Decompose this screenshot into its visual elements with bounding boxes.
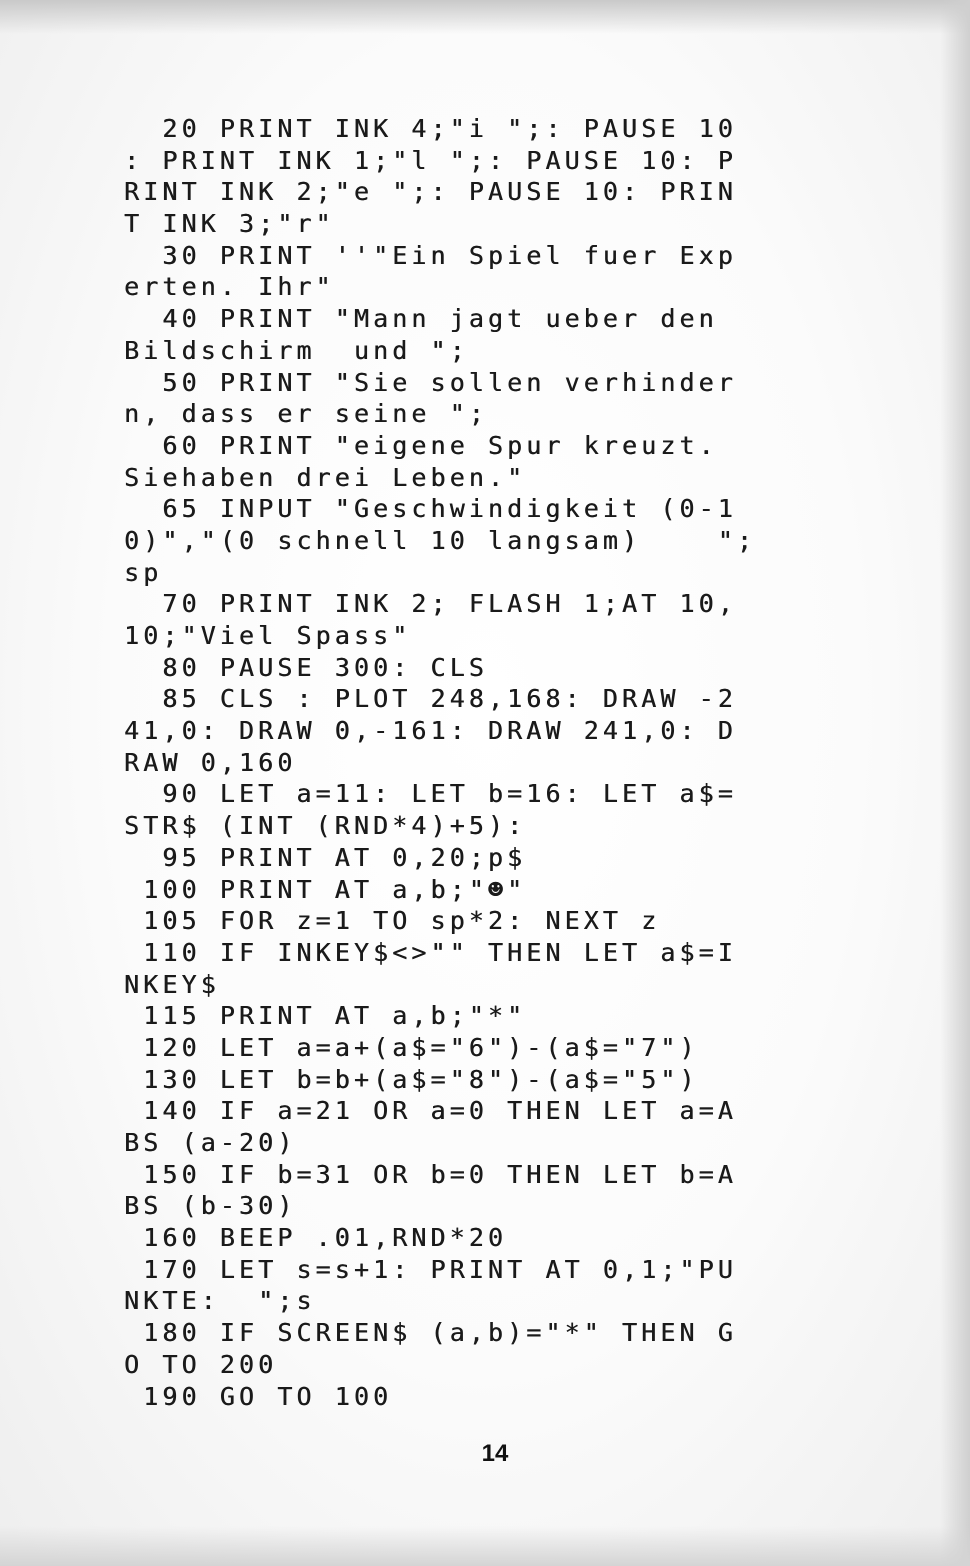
listing-line: T INK 3;"r" <box>124 209 335 239</box>
listing-line: 115 PRINT AT a,b;"*" <box>124 1001 527 1031</box>
listing-line: 90 LET a=11: LET b=16: LET a$= <box>124 779 737 809</box>
scan-shadow-bottom <box>0 1526 970 1566</box>
listing-line: RAW 0,160 <box>124 747 297 777</box>
listing-line: Siehaben drei Leben." <box>124 462 527 492</box>
listing-line: 190 GO TO 100 <box>124 1381 393 1411</box>
listing-line: BS (b-30) <box>124 1191 297 1221</box>
listing-line: erten. Ihr" <box>124 272 335 302</box>
listing-line: 40 PRINT "Mann jagt ueber den <box>124 304 718 334</box>
listing-line: BS (a-20) <box>124 1128 297 1157</box>
scan-shadow-top <box>0 0 970 34</box>
listing-line: STR$ (INT (RND*4)+5): <box>124 811 527 841</box>
listing-line: 180 IF SCREEN$ (a,b)="*" THEN G <box>124 1318 737 1348</box>
listing-line: 60 PRINT "eigene Spur kreuzt. <box>124 430 718 460</box>
listing-line: 170 LET s=s+1: PRINT AT 0,1;"PU <box>124 1254 737 1284</box>
basic-program-listing <box>124 113 764 1412</box>
listing-line: 105 FOR z=1 TO sp*2: NEXT z <box>124 906 661 936</box>
page-number: 14 <box>481 1440 509 1467</box>
scan-shadow-right <box>940 0 970 1566</box>
listing-line: 70 PRINT INK 2; FLASH 1;AT 10, <box>124 589 737 619</box>
listing-line: 41,0: DRAW 0,-161: DRAW 241,0: D <box>124 716 737 746</box>
listing-line: 110 IF INKEY$<>"" THEN LET a$=I <box>124 937 737 967</box>
listing-line: 120 LET a=a+(a$="6")-(a$="7") <box>124 1032 699 1062</box>
listing-line: NKTE: ";s <box>124 1286 316 1316</box>
listing-line: 20 PRINT INK 4;"i ";: PAUSE 10 <box>124 114 737 143</box>
listing-line: 80 PAUSE 300: CLS <box>124 652 488 682</box>
listing-line: 85 CLS : PLOT 248,168: DRAW -2 <box>124 684 737 714</box>
listing-line: 10;"Viel Spass" <box>124 621 412 650</box>
listing-line: 95 PRINT AT 0,20;p$ <box>124 842 527 872</box>
listing-line: 130 LET b=b+(a$="8")-(a$="5") <box>124 1064 699 1094</box>
listing-line: sp <box>124 557 163 587</box>
listing-line: O TO 200 <box>124 1349 278 1379</box>
listing-line: 140 IF a=21 OR a=0 THEN LET a=A <box>124 1096 737 1126</box>
listing-line: 100 PRINT AT a,b;"☻" <box>124 874 527 904</box>
listing-line: 30 PRINT ''"Ein Spiel fuer Exp <box>124 240 737 270</box>
listing-line: RINT INK 2;"e ";: PAUSE 10: PRIN <box>124 177 737 207</box>
listing-line: NKEY$ <box>124 969 220 999</box>
listing-line: : PRINT INK 1;"l ";: PAUSE 10: P <box>124 145 737 175</box>
listing-line: 150 IF b=31 OR b=0 THEN LET b=A <box>124 1159 737 1189</box>
listing-line: 65 INPUT "Geschwindigkeit (0-1 <box>124 494 737 524</box>
listing-line: 50 PRINT "Sie sollen verhinder <box>124 367 737 397</box>
listing-line: 160 BEEP .01,RND*20 <box>124 1223 508 1253</box>
listing-line: 0)","(0 schnell 10 langsam) "; <box>124 525 756 555</box>
listing-line: n, dass er seine "; <box>124 399 488 429</box>
listing-line: Bildschirm und "; <box>124 335 469 365</box>
